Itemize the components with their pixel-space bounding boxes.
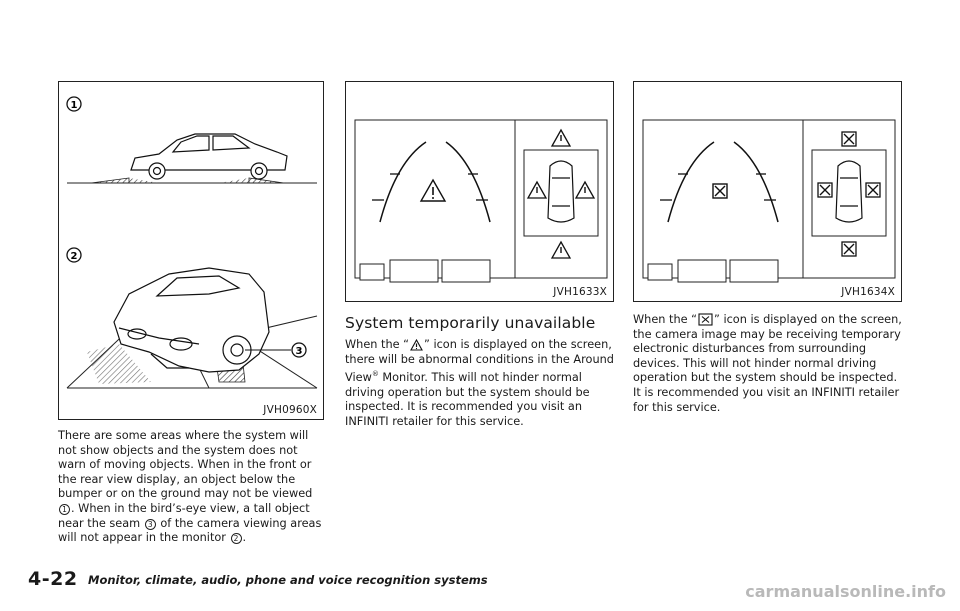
figure-code: JVH1633X	[553, 286, 607, 298]
section-title: Monitor, climate, audio, phone and voice recognition systems	[88, 573, 488, 587]
birds-eye-car	[114, 268, 269, 372]
body-paragraph-temporarily-unavailable: When the “ ” icon is displayed on the screen, there will be abnormal conditions in the Around View® Monitor. This will not hinder normal driving operation but the system should be inspected. It is recommended you visit an INFINITI retailer for this service.	[345, 338, 614, 428]
callout-3	[292, 343, 306, 357]
blind-area-illustration	[59, 82, 325, 421]
svg-text:2: 2	[70, 251, 78, 262]
figure-code: JVH0960X	[263, 404, 317, 416]
figure-code: JVH1634X	[841, 286, 895, 298]
monitor-warning-illustration	[346, 82, 615, 303]
figure-monitor-camera-error	[633, 81, 902, 302]
figure-blind-areas	[58, 81, 324, 420]
camera-error-icon-main	[713, 184, 727, 198]
ref-callout-3: 3	[145, 519, 156, 530]
side-view-car	[131, 134, 287, 179]
camera-error-x-icon	[698, 313, 713, 326]
body-paragraph-blind-areas: There are some areas where the system will not show objects and the system does not warn of moving objects. When in the front or the rear view display, an object below the bumper or on the ground may not be viewed 1 . When in the bird’s-eye view, a tall object near the seam 3 of the camera viewing areas will not appear in the monitor 2 .	[58, 429, 322, 545]
watermark: carmanualsonline.info	[745, 582, 946, 601]
monitor-error-illustration	[634, 82, 903, 303]
section-heading: System temporarily unavailable	[345, 314, 596, 332]
warning-triangle-icon	[410, 339, 423, 351]
svg-text:1: 1	[70, 100, 78, 111]
figure-monitor-warning	[345, 81, 614, 302]
callout-2	[67, 248, 81, 262]
body-paragraph-camera-disturbance: When the “ ” icon is displayed on the screen, the camera image may be receiving temporary electronic disturbances from surrounding devices. This will not hinder normal driving operation but the system should be inspected. It is recommended you visit an INFINITI retailer for this service.	[633, 313, 902, 414]
page-number: 4-22	[28, 568, 78, 590]
ref-callout-2: 2	[231, 533, 242, 544]
ref-callout-1: 1	[59, 504, 70, 515]
callout-1	[67, 97, 81, 111]
registered-mark: ®	[371, 370, 379, 379]
svg-text:3: 3	[295, 346, 303, 357]
